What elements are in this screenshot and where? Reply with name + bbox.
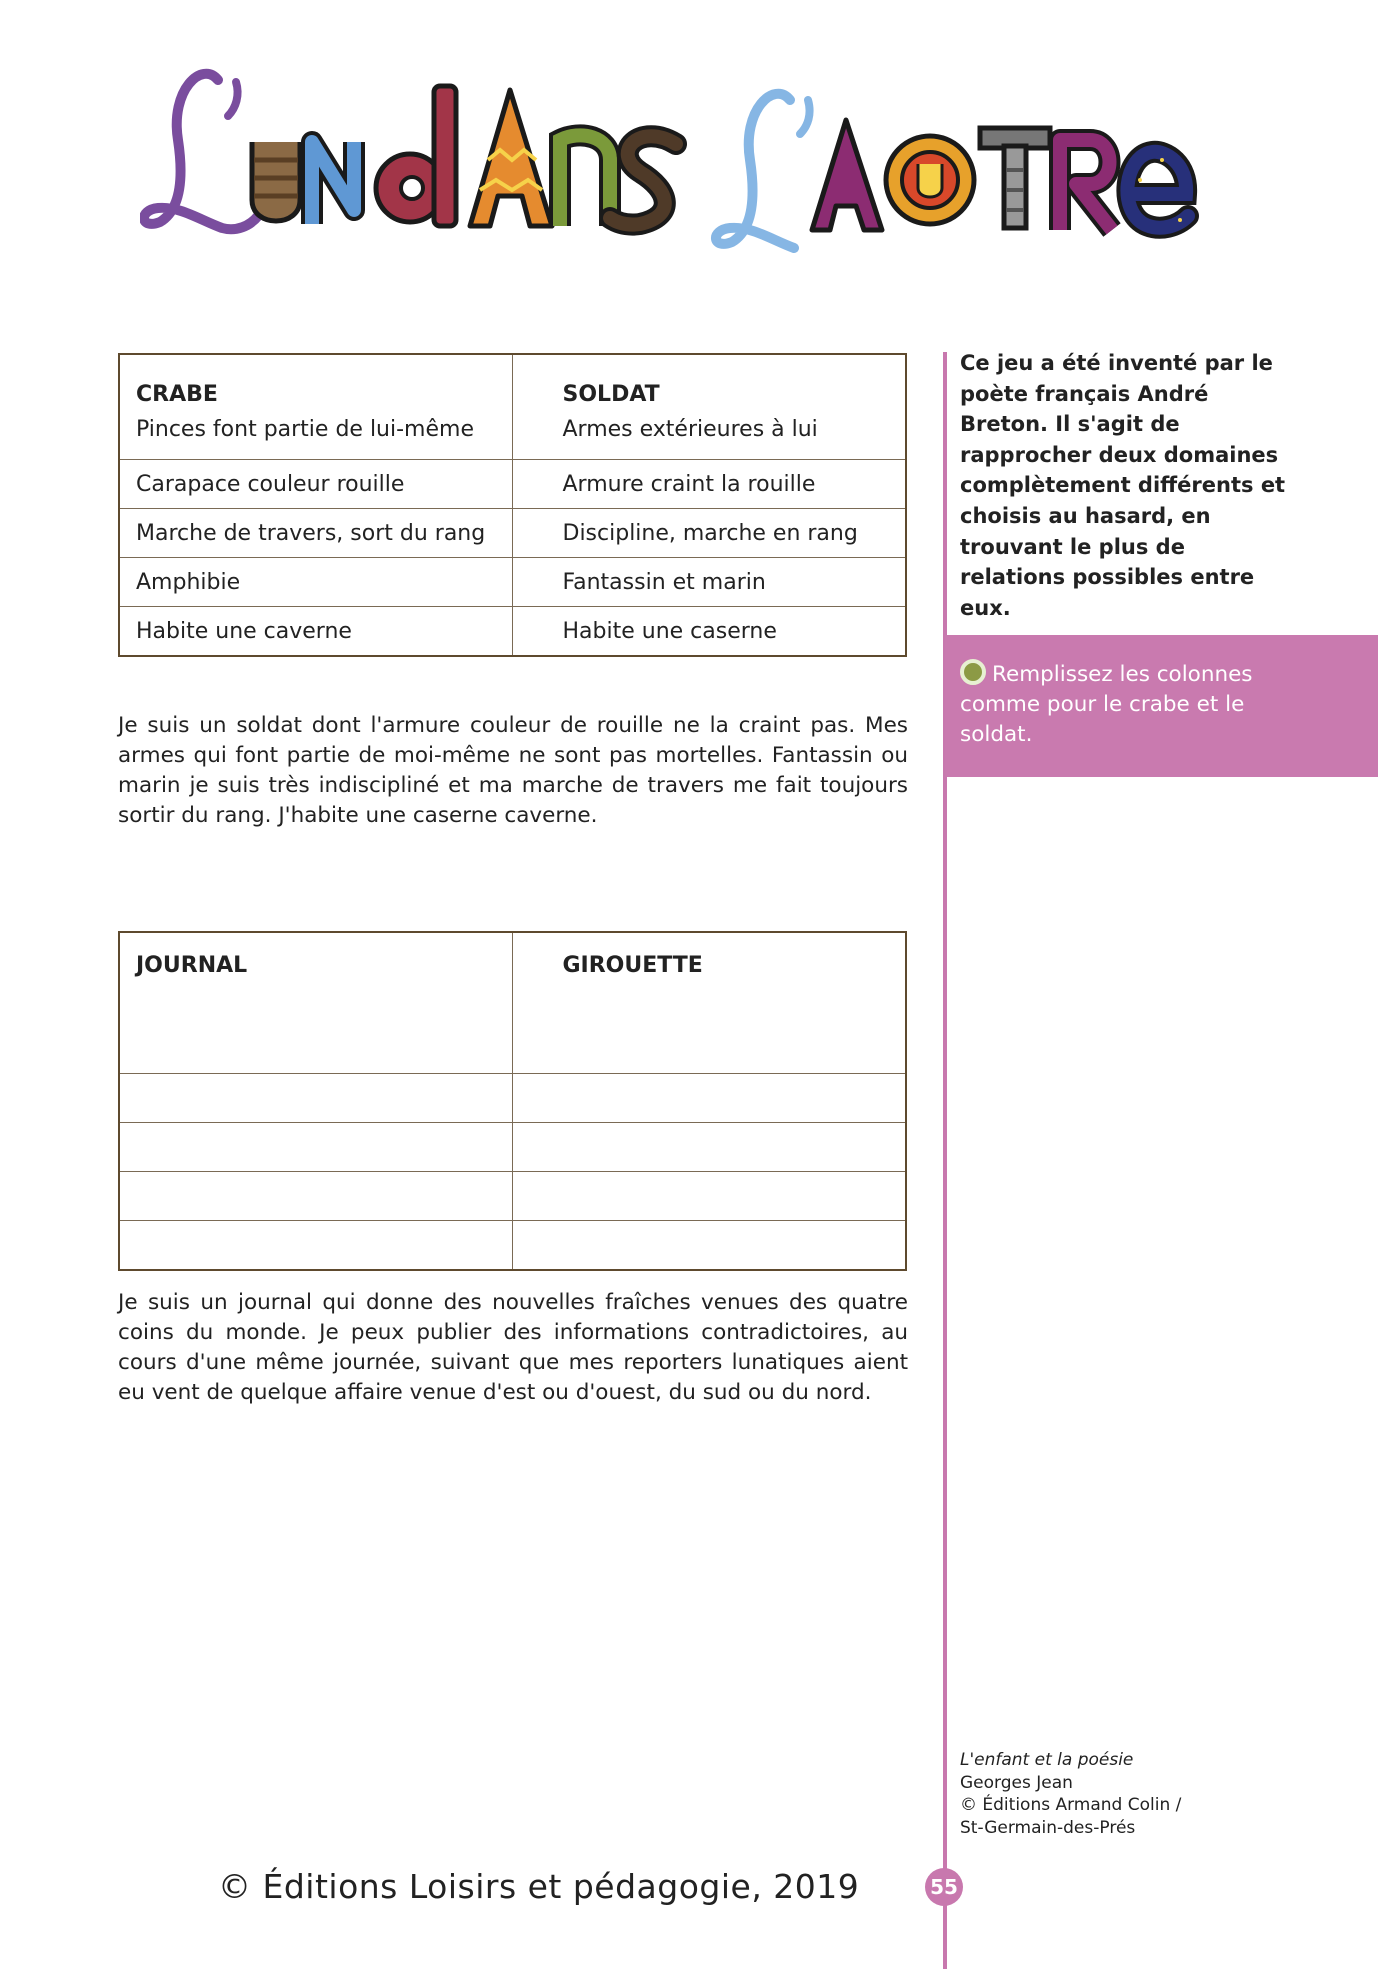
credit-book-title: L'enfant et la poésie [960,1750,1134,1770]
blank-cell[interactable] [512,1172,906,1221]
table-row [119,1172,906,1221]
blank-cell[interactable] [119,1172,512,1221]
table-row [119,558,906,607]
column-header-girouette: GIROUETTE [512,932,906,1074]
credit-publisher: © Éditions Armand Colin / [960,1795,1182,1815]
title-letter-n1 [312,142,354,224]
table-cell: Armure craint la rouille [512,460,906,509]
title-letter-u [252,142,300,221]
table-cell: Pinces font partie de lui-même [119,411,512,460]
table-header-row [119,354,906,411]
footer-copyright: © Éditions Loisirs et pédagogie, 2019 [218,1867,860,1906]
table-cell: Carapace couleur rouille [119,460,512,509]
table-cell: Discipline, marche en rang [512,509,906,558]
blank-cell[interactable] [119,1074,512,1123]
title-letter-L2 [716,94,794,248]
table-cell: Fantassin et marin [512,558,906,607]
title-apostrophe-2 [800,100,810,134]
blank-cell[interactable] [119,1221,512,1271]
blank-cell[interactable] [512,1074,906,1123]
column-header-crabe: CRABE [119,354,512,411]
table-header-row [119,932,906,1074]
sidebar-note: Ce jeu a été inventé par le poète français André Breton. Il s'agit de rapprocher deux domaines complètement différents et choisis au hasard, en trouvant le plus de relations possibles entre eux. [960,351,1286,620]
exercise-table-journal-girouette [118,931,907,1271]
blank-cell[interactable] [119,1123,512,1172]
table-cell: Habite une caverne [119,607,512,657]
table-cell: Marche de travers, sort du rang [119,509,512,558]
title-artwork [140,60,1250,260]
sidebar-divider [943,352,947,1969]
instruction-text-container [960,659,1290,750]
blank-cell[interactable] [512,1221,906,1271]
page-number-badge: 55 [925,1868,963,1906]
table-row [119,1123,906,1172]
title-letter-R [1060,140,1112,230]
instruction-text: Remplissez les colonnes comme pour le crabe et le soldat. [960,662,1253,747]
example-paragraph-soldat: Je suis un soldat dont l'armure couleur de rouille ne la craint pas. Mes armes qui font partie de moi-même ne sont pas mortelles. Fantassin ou marin je suis très indiscipliné et ma marche de travers me fait toujours sortir du rang. J'habite une caserne caverne. [118,713,908,828]
source-credit [960,1749,1181,1839]
title-apostrophe-1 [228,82,238,116]
table-cell: Amphibie [119,558,512,607]
table-row [119,1074,906,1123]
example-paragraph-journal: Je suis un journal qui donne des nouvelles fraîches venues des quatre coins du monde. Je peux publier des informations contradictoires, au cours d'une même journée, suivant que mes reporters lunatiques aient eu vent de quelque affaire venue d'est ou d'ouest, du sud ou du nord. [118,1290,908,1405]
title-letter-d [376,86,456,226]
credit-author: Georges Jean [960,1772,1073,1793]
table-cell: Habite une caserne [512,607,906,657]
table-cell: Armes extérieures à lui [512,411,906,460]
column-header-journal: JOURNAL [119,932,512,1074]
table-row [119,509,906,558]
table-row [119,460,906,509]
table-row [119,1221,906,1271]
column-header-soldat: SOLDAT [512,354,906,411]
bullet-icon [960,659,986,685]
credit-publisher-line2: St-Germain-des-Prés [960,1817,1136,1838]
table-row [119,411,906,460]
blank-cell[interactable] [512,1123,906,1172]
title-letter-U-sun [886,136,974,224]
title-letter-e [1127,152,1188,228]
comparison-table-crabe-soldat [118,353,907,657]
title-letter-A2 [812,120,882,230]
table-row [119,607,906,657]
title-letter-A1 [470,90,552,226]
title-letter-T [980,128,1050,228]
